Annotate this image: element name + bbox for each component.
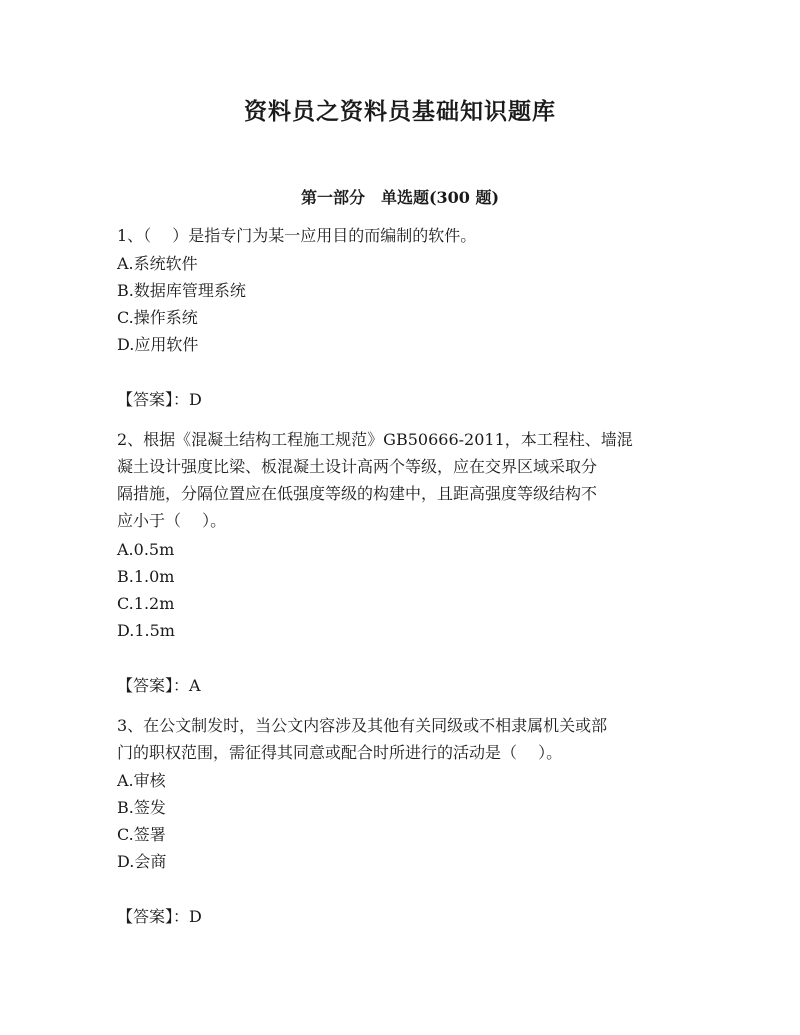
question-stem-line: 门的职权范围，需征得其同意或配合时所进行的活动是（ ）。 bbox=[117, 743, 563, 762]
question-stem-line: 3、在公文制发时，当公文内容涉及其他有关同级或不相隶属机关或部 bbox=[117, 716, 608, 735]
question-stem-line: 2、根据《混凝土结构工程施工规范》GB50666-2011，本工程柱、墙混 bbox=[117, 430, 633, 449]
question-stem-line: 1、（ ）是指专门为某一应用目的而编制的软件。 bbox=[117, 226, 477, 245]
answer-line: 【答案】：A bbox=[117, 676, 201, 695]
section-title: 第一部分 单选题(300 题) bbox=[300, 188, 500, 207]
option-a: A.审核 bbox=[117, 771, 166, 790]
option-d: D.应用软件 bbox=[117, 335, 199, 354]
question-stem-line: 隔措施，分隔位置应在低强度等级的构建中，且距高强度等级结构不 bbox=[117, 484, 598, 503]
option-a: A.0.5m bbox=[117, 540, 175, 559]
option-c: C.操作系统 bbox=[117, 308, 198, 327]
answer-line: 【答案】：D bbox=[117, 390, 202, 409]
option-b: B.数据库管理系统 bbox=[117, 281, 246, 300]
option-a: A.系统软件 bbox=[117, 254, 198, 273]
option-c: C.1.2m bbox=[117, 594, 175, 613]
document-title: 资料员之资料员基础知识题库 bbox=[244, 98, 556, 125]
question-stem-line: 应小于（ ）。 bbox=[117, 511, 227, 530]
answer-line: 【答案】：D bbox=[117, 907, 202, 926]
option-b: B.签发 bbox=[117, 798, 166, 817]
option-d: D.会商 bbox=[117, 852, 167, 871]
option-c: C.签署 bbox=[117, 825, 166, 844]
option-d: D.1.5m bbox=[117, 621, 175, 640]
option-b: B.1.0m bbox=[117, 567, 175, 586]
question-stem-line: 凝土设计强度比梁、板混凝土设计高两个等级，应在交界区域采取分 bbox=[117, 457, 598, 476]
